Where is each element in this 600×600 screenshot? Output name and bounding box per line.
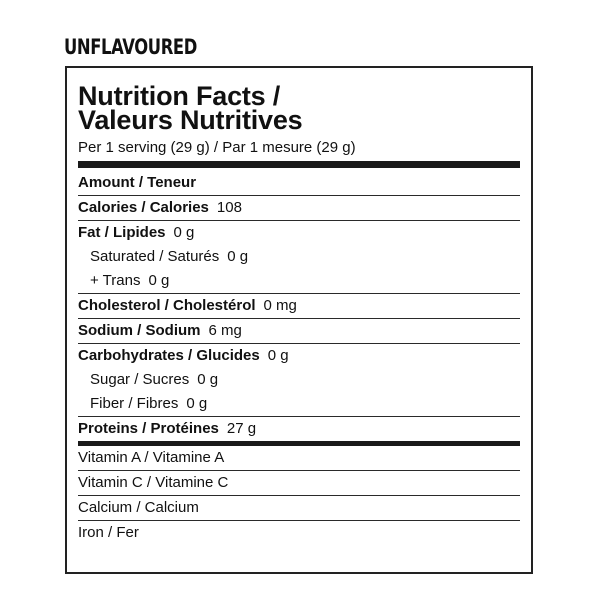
- nutrient-label: Sodium / Sodium: [78, 322, 201, 339]
- nutrition-facts-panel: [65, 66, 533, 574]
- nutrient-row-saturated: [78, 245, 520, 269]
- nutrient-list: [78, 171, 520, 545]
- vitamin-label: Vitamin A / Vitamine A: [78, 449, 225, 466]
- nutrient-label: Fat / Lipides: [78, 224, 166, 241]
- nutrient-value: 0 g: [186, 395, 208, 412]
- thick-divider: [78, 161, 520, 168]
- mineral-row-calcium: [78, 496, 520, 521]
- amount-header-row: [78, 171, 520, 196]
- nutrient-row-fiber: [78, 392, 520, 417]
- title-french: Valeurs Nutritives: [78, 105, 303, 135]
- vitamin-label: Vitamin C / Vitamine C: [78, 474, 229, 491]
- nutrient-row-sodium: [78, 319, 520, 344]
- nutrient-value: 0 g: [197, 371, 219, 388]
- nutrient-value: 0 g: [173, 224, 195, 241]
- nutrient-row-fat: [78, 221, 520, 245]
- nutrient-row-cholesterol: [78, 294, 520, 319]
- vitamin-row-c: [78, 471, 520, 496]
- nutrient-value: 0 mg: [263, 297, 297, 314]
- nutrient-row-proteins: [78, 417, 520, 446]
- nutrient-label: Carbohydrates / Glucides: [78, 347, 260, 364]
- panel-title: [78, 81, 520, 135]
- nutrient-label: Fiber / Fibres: [90, 395, 179, 412]
- nutrient-label: + Trans: [90, 272, 141, 289]
- title-english: Nutrition Facts /: [78, 81, 281, 111]
- nutrient-label: Cholesterol / Cholestérol: [78, 297, 256, 314]
- nutrient-value: 0 g: [148, 272, 170, 289]
- vitamin-label: Calcium / Calcium: [78, 499, 199, 516]
- nutrient-row-trans: [78, 269, 520, 294]
- nutrient-row-calories: [78, 196, 520, 221]
- nutrient-value: 6 mg: [208, 322, 242, 339]
- nutrient-value: 108: [216, 199, 242, 216]
- flavour-label: UNFLAVOURED: [64, 35, 197, 59]
- nutrient-label: Sugar / Sucres: [90, 371, 190, 388]
- nutrient-label: Saturated / Saturés: [90, 248, 220, 265]
- mineral-row-iron: [78, 521, 520, 545]
- nutrient-value: 0 g: [267, 347, 289, 364]
- nutrient-value: 0 g: [227, 248, 249, 265]
- amount-header: Amount / Teneur: [78, 174, 197, 191]
- vitamin-label: Iron / Fer: [78, 524, 139, 541]
- serving-size: Per 1 serving (29 g) / Par 1 mesure (29 g): [78, 139, 356, 156]
- vitamin-row-a: [78, 446, 520, 471]
- nutrient-label: Proteins / Protéines: [78, 420, 219, 437]
- nutrient-label: Calories / Calories: [78, 199, 209, 216]
- nutrient-row-sugar: [78, 368, 520, 392]
- nutrient-row-carbohydrates: [78, 344, 520, 368]
- nutrient-value: 27 g: [226, 420, 257, 437]
